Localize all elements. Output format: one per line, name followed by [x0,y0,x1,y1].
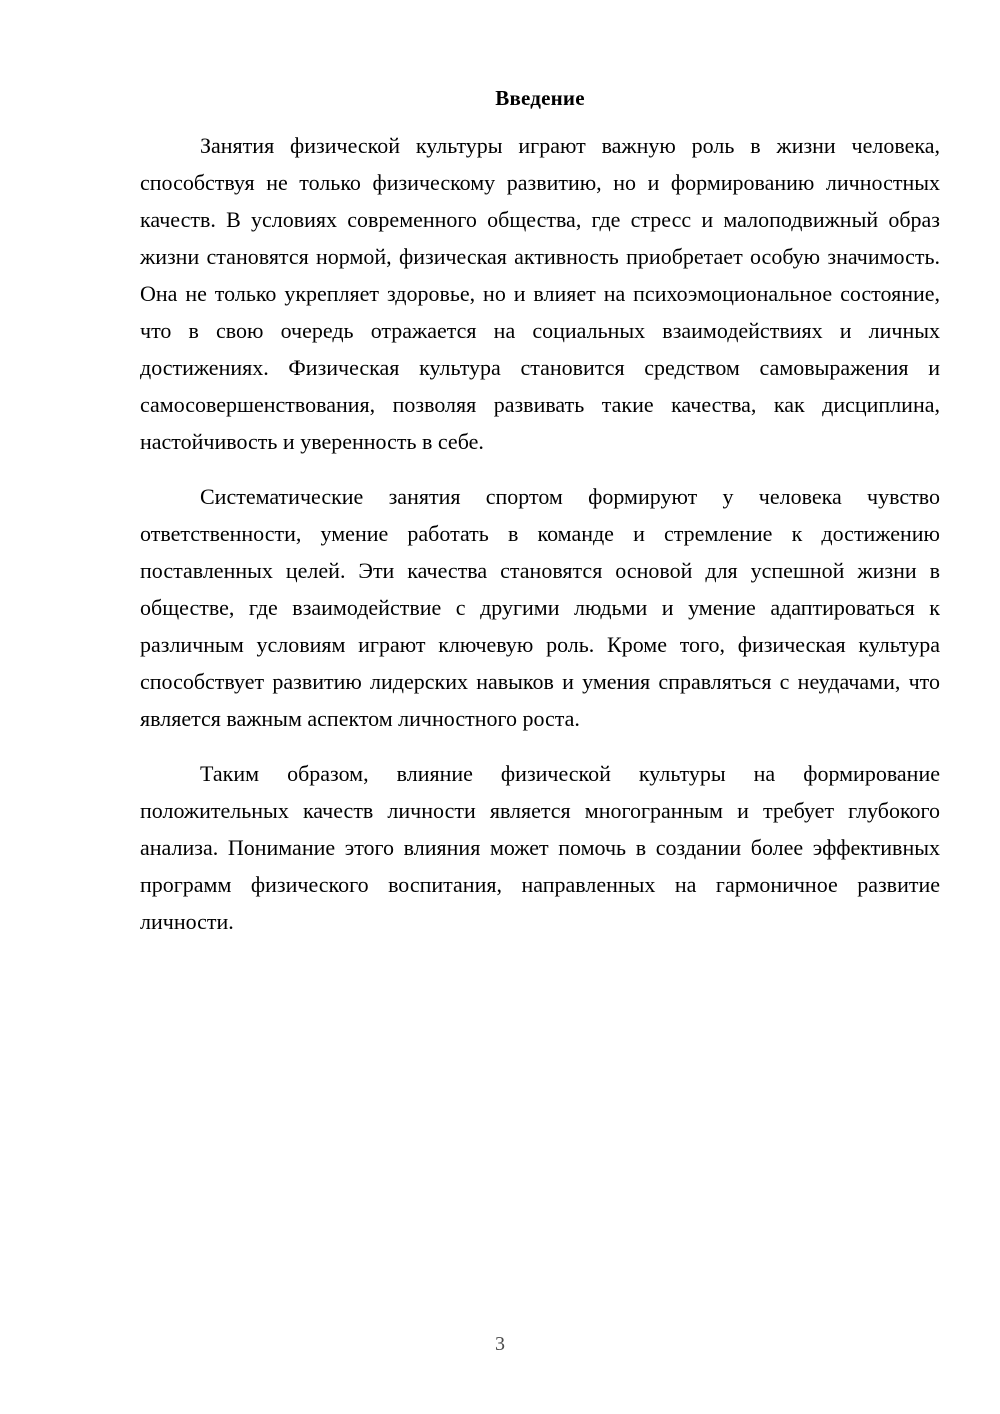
paragraph-3: Таким образом, влияние физической культуры на формирование положительных качеств личности является многогранным и требует глубокого анализа. Понимание этого влияния может помочь в создании более эффективных программ физического воспитания, направленных на гармоничное развитие личности. [140,761,940,934]
page-number: 3 [495,1333,505,1355]
page-title: Введение [495,86,585,110]
paragraph-1: Занятия физической культуры играют важную роль в жизни человека, способствуя не только физическому развитию, но и формированию личностных качеств. В условиях современного общества, где стресс и малоподвижный образ жизни становятся нормой, физическая активность приобретает особую значимость. Она не только укрепляет здоровье, но и влияет на психоэмоциональное состояние, что в свою очередь отражается на социальных взаимодействиях и личных достижениях. Физическая культура становится средством самовыражения и самосовершенствования, позволяя развивать такие качества, как дисциплина, настойчивость и уверенность в себе. [140,133,940,454]
document-body [140,86,940,940]
paragraph-2: Систематические занятия спортом формируют у человека чувство ответственности, умение работать в команде и стремление к достижению поставленных целей. Эти качества становятся основой для успешной жизни в обществе, где взаимодействие с другими людьми и умение адаптироваться к различным условиям играют ключевую роль. Кроме того, физическая культура способствует развитию лидерских навыков и умения справляться с неудачами, что является важным аспектом личностного роста. [140,484,940,731]
